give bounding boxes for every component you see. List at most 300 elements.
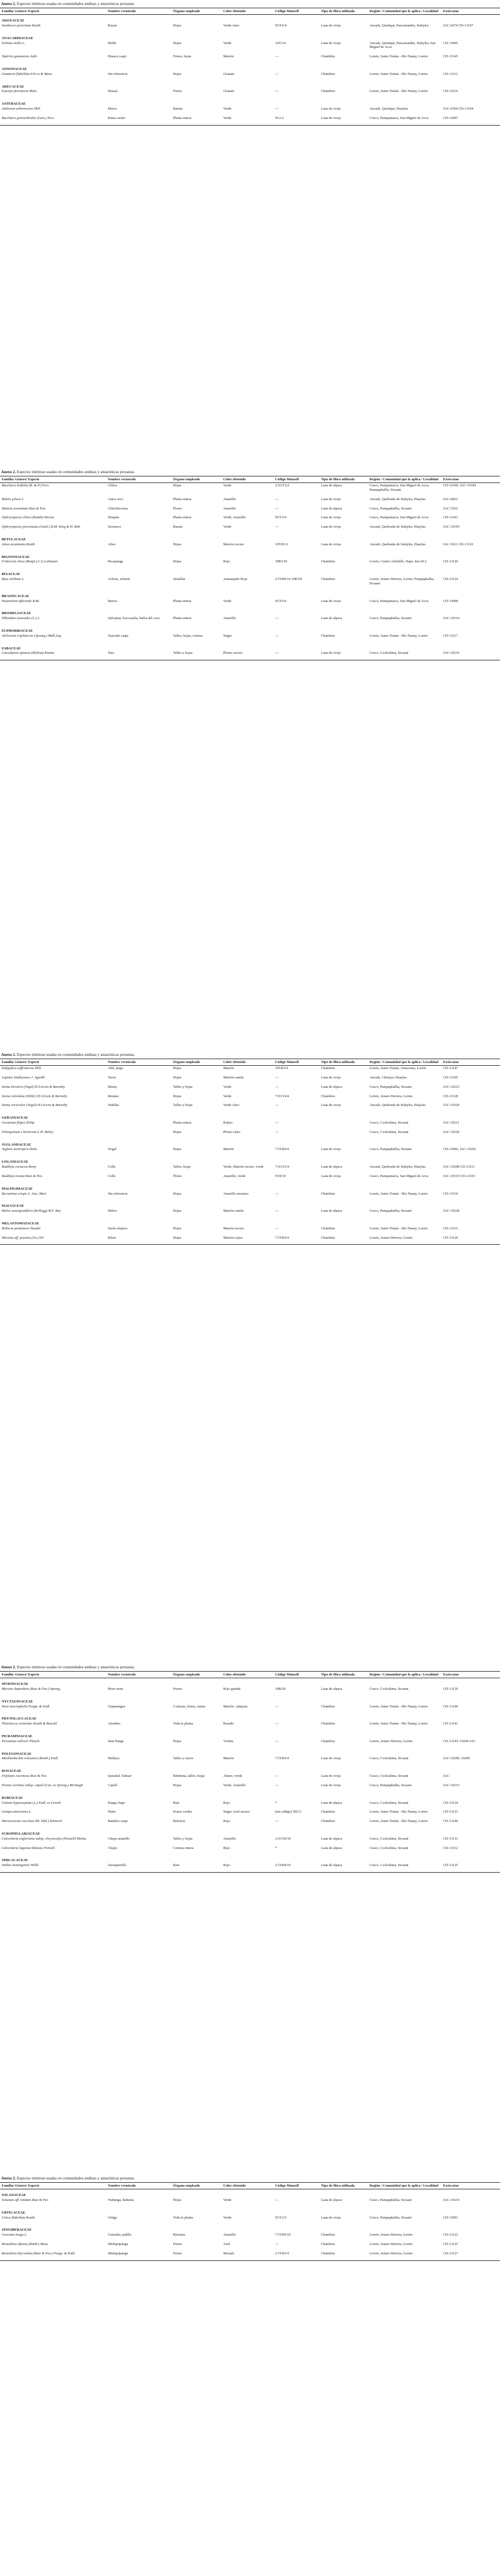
cell-c: Verde (223, 107, 232, 111)
species-epithet: volcanica (Benth.) Endl. (24, 1756, 59, 1761)
species-row (0, 633, 500, 643)
cell-t: Chambira (320, 2251, 335, 2255)
cell-c: Marrón canela (223, 1075, 244, 1080)
species-row (0, 23, 500, 32)
cell-r: Cusco, Pampamarca, San Miguel de Acos (369, 516, 429, 520)
species-row (0, 1846, 500, 1855)
cell-x: CD-13116 (443, 1226, 458, 1230)
cell-r: Cusco, Pampaphallia, Sicuani (369, 506, 412, 511)
cell-r: Cusco, Ccolcalima, Sicuani (369, 1686, 409, 1691)
cell-t: Lana de oveja (320, 107, 341, 111)
species-table (0, 476, 500, 660)
cell-m: 2.5YR4/10 (275, 1863, 291, 1868)
cell-r: Cusco, Pampamarca, San Miguel de Acos (369, 1174, 429, 1178)
genus-name: Indigofera (2, 1066, 17, 1071)
cell-c: Anaranjado Rojo (223, 577, 248, 582)
species-epithet: suffruticosa Mill. (17, 1066, 42, 1071)
cell-m: — (275, 1121, 279, 1125)
cell-c: Plomo claro (223, 1130, 241, 1134)
cell-g (0, 483, 106, 497)
cell-o: Frutos (173, 2251, 182, 2255)
species-row (0, 2251, 500, 2260)
genus-name: Pelargonium (2, 1130, 20, 1134)
species-row (0, 1739, 500, 1748)
species-epithet: chica (Bonpl.) L.G.Lohmann (17, 560, 58, 564)
cell-v: Marco (107, 107, 117, 111)
cell-r: Ancash, Quishqui, Paucartambo, Sukiyku, San Miguel de Acos (369, 41, 436, 50)
cell-m: 7.5YR3/4 (275, 1756, 289, 1761)
cell-t: Lana de oveja (320, 2215, 341, 2220)
cell-t: Chambira (320, 1094, 335, 1098)
cell-x: CD-13120 (443, 560, 458, 564)
cell-o: Hojas (173, 560, 182, 564)
cell-x: CD-13101 (443, 516, 458, 520)
cell-x: CD-13122 (443, 2233, 458, 2237)
cell-t: Chambira (320, 55, 335, 59)
family-name: ANNONACEAE (2, 67, 27, 72)
cell-r: Ancash, Quebrada de Sukiyku, Huaylas (369, 1165, 426, 1169)
species-row (0, 650, 500, 660)
cell-c: Granate (223, 89, 235, 94)
cell-m: — (275, 633, 279, 638)
genus-name: Neea (2, 1704, 9, 1709)
cell-c: Marrón oscuro (223, 542, 244, 546)
genus-name: Galium (2, 1801, 13, 1805)
genus-name: Solanum (2, 2198, 14, 2202)
cell-t: Chambira (320, 1235, 335, 1240)
family-name: FABACEAE (2, 646, 21, 650)
cell-m: — (275, 1819, 279, 1824)
family-name: NYCTAGINACEAE (2, 1699, 33, 1704)
cell-o: Planta entera (173, 616, 192, 621)
column-header: Órgano empleado (173, 1672, 200, 1677)
cell-v: Bandera caspi (107, 1819, 128, 1824)
column-header: Familia/ Género/ Especie (2, 2183, 40, 2188)
genus-name: Urtica (2, 2215, 11, 2220)
species-epithet: genistelloides (Lam.) Pers. (17, 116, 55, 120)
cell-t: Lana de alpaca (320, 484, 343, 488)
cell-c: Verde, Marrón oscuro, verde (223, 1165, 264, 1169)
cell-o: Planta entera (173, 1121, 192, 1125)
species-epithet: americana L. (13, 1810, 32, 1814)
cell-v: Mullaca (107, 1756, 119, 1761)
family-row (0, 1696, 500, 1704)
cell-o: Hojas (173, 1191, 182, 1196)
cell-c: Amarillo (223, 1836, 236, 1841)
cell-g (0, 524, 106, 534)
cell-c: Amarillo (223, 506, 236, 511)
cell-m: 2.5GY8/10 (275, 1836, 291, 1841)
genus-name: Geranium (2, 1121, 16, 1125)
genus-name: Prunus (2, 1783, 12, 1787)
column-header: Nombre vernáculo (107, 1672, 136, 1677)
cell-c: Amarillo (223, 616, 236, 621)
species-epithet: lindleyanus J. Agardh (14, 1075, 45, 1080)
cell-v: Sani Panga (107, 1739, 124, 1743)
genus-name: Phytolacca (2, 1722, 18, 1726)
cell-o: Semillas (173, 577, 186, 582)
cell-x: CD-13140 (443, 1704, 458, 1709)
cell-t: Lana de alpaca (320, 1165, 343, 1169)
cell-g (0, 559, 106, 568)
column-header: Código Munsell (275, 1672, 299, 1677)
cell-m: — (275, 1226, 279, 1230)
cell-g (0, 106, 106, 116)
cell-r: Loreto, Jenaro Herrera, Loreto (369, 2251, 413, 2255)
cell-o: Ritidoma, tallos, hojas (173, 1774, 205, 1778)
genus-name: Senna (2, 1094, 10, 1098)
family-name: JUGLANDACEAE (2, 1142, 31, 1147)
cell-t: Lana de oveja (320, 542, 341, 546)
family-row (0, 590, 500, 599)
column-header: Código Munsell (275, 9, 299, 13)
family-name: BIXACEAE (2, 572, 20, 577)
caption-text: Especies tintóreas usadas en comunidades andinas y amazónicas peruanas. (17, 2176, 135, 2181)
cell-o: Hojas (173, 1147, 182, 1152)
cell-m: 5GY2/2 (275, 2215, 287, 2220)
column-header: Órgano empleado (173, 9, 200, 13)
species-row (0, 1120, 500, 1130)
genus-name: Baccharis (2, 484, 16, 488)
column-header: Color obtenido (223, 1060, 246, 1064)
cell-t (319, 1130, 368, 1139)
species-epithet: serotina subsp. capuli (Cav. ex Spreng.) McVaugh (13, 1783, 83, 1787)
genus-name: Genipa (2, 1810, 12, 1814)
cell-x: JAC-19213 (443, 1783, 460, 1787)
cell-o: Frutos (173, 89, 182, 94)
species-epithet: birostris (Vogel) H.S.Irwin & Barneby (11, 1084, 65, 1089)
column-header: Color obtenido (223, 9, 246, 13)
genus-name: Alchornea (2, 633, 17, 638)
caption-label: Anexo 2. (1, 470, 16, 474)
cell-r: Loreto, Jenaro Herrera, Loreto (369, 1094, 413, 1098)
cell-m: — (275, 1130, 279, 1134)
cell-g (0, 1756, 106, 1765)
cell-m: — (275, 72, 279, 76)
cell-c: Negro Azul oscuro (223, 1810, 250, 1814)
column-header: Región / Comunidad que lo aplica / Localidad (369, 1672, 438, 1677)
cell-r: Ancash, Quebrada de Sukiyku, Huaylas (369, 1103, 426, 1108)
genus-name: Buddleja (2, 1174, 15, 1178)
column-header: Color obtenido (223, 477, 246, 481)
cell-x: CD-13147 (443, 1066, 458, 1071)
table-body (0, 483, 500, 660)
cell-t: Lana de alpaca (320, 1686, 343, 1691)
column-header: Nombre vernáculo (107, 2183, 136, 2188)
species-row (0, 106, 500, 116)
cell-m: 5GY5/6 (275, 599, 287, 603)
cell-x: CD-13128 (443, 1094, 458, 1098)
cell-t: Lana de alpaca (320, 1836, 343, 1841)
cell-v: Sin referencia (107, 72, 128, 76)
genus-name: Mutisia (2, 506, 13, 511)
cell-r: Ancash, Quishqui, Huaylas (369, 107, 408, 111)
cell-x: CD-13132 (443, 1846, 458, 1850)
cell-v: Chilca (107, 484, 117, 488)
species-epithet: engleriana subsp. chrysocalyx (Pennell) Molau (19, 1836, 86, 1841)
cell-v: Rayan (107, 23, 117, 28)
cell-v: Rifari (107, 1235, 116, 1240)
cell-v: Shequia (107, 516, 119, 520)
cell-t: Lana de alpaca (320, 1801, 343, 1805)
species-table (0, 1671, 500, 1873)
cell-v: Sin referencia (107, 1191, 128, 1196)
cell-t: Lana de oveja (320, 41, 341, 45)
cell-g (0, 1164, 106, 1174)
species-epithet: versicolor (Vogel) H.S.Irwin & Barneby (11, 1103, 68, 1108)
cell-t: Lana de oveja (320, 1783, 341, 1787)
cell-o: Hojas (173, 542, 182, 546)
genus-name: Bellucia (2, 1226, 14, 1230)
column-header: Órgano empleado (173, 477, 200, 481)
family-row (0, 1792, 500, 1801)
species-epithet: incana Ruiz & Pav. (15, 1174, 43, 1178)
cell-r: Loreto, Jenaro Herrera, Loreto (369, 2233, 413, 2237)
annex-section (0, 2174, 500, 2261)
cell-v: Ortiga (107, 2215, 117, 2220)
cell-r: Cusco, Ccolcalima, Sicuani (369, 1836, 409, 1841)
family-row (0, 608, 500, 616)
cell-t: Lana de oveja (320, 23, 341, 28)
column-header: Familia/ Género/ Especie (2, 1060, 40, 1064)
family-row (0, 534, 500, 542)
cell-r: Cusco, Pampaphallia, Sicuani (369, 616, 412, 621)
species-row (0, 1103, 500, 1112)
cell-o: Planta entera (173, 516, 192, 520)
cell-r: Loreto, Jenaro Herrera, Loreto (369, 1739, 413, 1743)
cell-o: Tallos y hojas (173, 651, 193, 655)
cell-o: Frutos verdes (173, 1810, 192, 1814)
column-header: Código Munsell (275, 1060, 299, 1064)
header-row (0, 2182, 500, 2189)
cell-o: Frutos (173, 2242, 182, 2247)
family-name: SMILACACEAE (2, 1858, 28, 1863)
cell-m: 7.5GY4/4 (275, 1094, 289, 1098)
table-caption (0, 1051, 500, 1059)
family-name: ASTERACEAE (2, 102, 26, 106)
cell-o: Raíz (173, 1801, 180, 1805)
cell-x: CD-13097 (443, 116, 458, 120)
cell-x: CD-13146 (443, 1819, 458, 1824)
cell-o: Hojas (173, 1209, 182, 1213)
cell-v: Malva (107, 1209, 117, 1213)
cell-c: Amarillo, verde (223, 1174, 246, 1178)
cell-t: Lana de alpaca (320, 1084, 343, 1089)
cell-m: 10Y3/4 (275, 41, 286, 45)
cell-c: Rosado (223, 1722, 234, 1726)
family-row (0, 2224, 500, 2232)
species-row (0, 116, 500, 125)
cell-r: Cusco, Ccolcalima, Sicuani (369, 1846, 409, 1850)
cell-t: Lana de oveja (320, 525, 341, 529)
species-epithet: acuminata Kunth (10, 542, 35, 546)
genus-name: Senna (2, 1103, 10, 1108)
species-epithet: precatoria Mart. (13, 89, 37, 94)
species-epithet: aff. prasina (Sw.) DC (14, 1235, 45, 1240)
cell-m: 10YR1/2 (275, 542, 288, 546)
cell-c: Amarillo mostaza (223, 1191, 248, 1196)
cell-t (319, 1120, 368, 1130)
cell-t: Chambira (320, 633, 335, 638)
cell-x: JAC-19229 (443, 1130, 460, 1134)
table-caption (0, 2174, 500, 2182)
cell-g (0, 1147, 106, 1156)
cell-r: Loreto, Santo Tomás, Amazonas, Loreto (369, 1066, 427, 1071)
cell-c: Verde (223, 41, 232, 45)
cell-g (0, 1130, 106, 1139)
cell-m: * (275, 1846, 277, 1850)
species-epithet: chilca (Kunth) Hieron. (23, 516, 55, 520)
genus-name: Nasturtium (2, 599, 18, 603)
species-epithet: macrophylla Poepp. & Endl. (9, 1704, 51, 1709)
family-row (0, 1156, 500, 1164)
cell-r: Cusco, Ccolcalima, Sicuani (369, 1801, 409, 1805)
family-name: ANACARDIACEAE (2, 36, 34, 40)
cell-v: Pucapanga (107, 560, 123, 564)
species-epithet: assurgentiflora (Kellogg) M.F. Ray (11, 1209, 61, 1213)
cell-t: Chambira (320, 1739, 335, 1743)
genus-name: Curcuma (2, 2233, 15, 2237)
cell-c: Violeta (223, 1739, 233, 1743)
cell-x: JAC-19210 (443, 651, 460, 655)
cell-g (0, 1801, 106, 1810)
cell-v: Airambo (107, 1722, 121, 1726)
cell-o: Rizomas (173, 2233, 186, 2237)
species-row (0, 72, 500, 81)
cell-g (0, 1774, 106, 1783)
species-epithet: orellana L. (9, 577, 25, 582)
cell-m: — (275, 1075, 279, 1080)
cell-o: Tallos y raíces (173, 1756, 194, 1761)
cell-r: Cusco, Ccolcalima, Sicuani (369, 1863, 409, 1868)
cell-x: JAC-19228 (443, 1209, 460, 1213)
table-header (0, 1059, 500, 1065)
cell-g (0, 72, 106, 81)
species-epithet: filipes Killip (17, 1121, 35, 1125)
cell-v: Tarwi (107, 1075, 116, 1080)
cell-g (0, 1191, 106, 1201)
cell-r: Ancash, Quebrada de Sukiyku, Huaylas (369, 497, 426, 501)
species-epithet: pentamera Naudin (14, 1226, 41, 1230)
cell-c: Rojo (223, 560, 230, 564)
cell-g (0, 1783, 106, 1792)
family-name: PICRAMNIACEAE (2, 1734, 32, 1739)
cell-t: Lana de oveja (320, 1756, 341, 1761)
species-epithet: triplinervia (Spreng.) Müll.Arg. (17, 633, 62, 638)
cell-v: Chinchircoma (107, 506, 128, 511)
cell-c: Granate (223, 72, 235, 76)
species-epithet: longa L. (15, 2233, 28, 2237)
cell-m: — (275, 651, 279, 655)
cell-g (0, 1235, 106, 1245)
table-header (0, 476, 500, 482)
cell-v: Nogal (107, 1147, 117, 1152)
species-table (0, 2182, 500, 2261)
species-row (0, 1094, 500, 1103)
cell-g (0, 1836, 106, 1846)
cell-t: Chambira (320, 2242, 335, 2247)
cell-x: CD-13127 (443, 2251, 458, 2255)
family-name: EUPHORBIACEAE (2, 628, 33, 633)
cell-m: 7.5YR5/10 (275, 2233, 291, 2237)
caption-label: Anexo 2. (1, 2176, 16, 2181)
family-row (0, 1218, 500, 1226)
column-header: Exsiccatae (443, 1672, 459, 1677)
column-header: Región / Comunidad que lo aplica / Localidad (369, 9, 438, 13)
family-name: GERANIACEAE (2, 1116, 28, 1120)
species-row (0, 1819, 500, 1828)
cell-x: CD-13091 (443, 2215, 458, 2220)
cell-v: Zarzaparrilla (107, 1863, 126, 1868)
cell-x: JAC- (443, 1774, 451, 1778)
family-row (0, 1854, 500, 1863)
cell-g (0, 1863, 106, 1872)
column-header: Color obtenido (223, 1672, 246, 1677)
column-header: Tipo de fibra utilizada (320, 9, 355, 13)
cell-r: Cusco, Pampaphallia, Sicuani (369, 2215, 412, 2220)
genus-name: Calceolaria (2, 1846, 19, 1850)
cell-m: * (275, 1801, 277, 1805)
species-row (0, 1084, 500, 1094)
genus-name: Sambucus (2, 23, 16, 28)
genus-name: Guatteria (2, 72, 15, 76)
species-row (0, 524, 500, 534)
genus-name: Caesalpinia (2, 651, 19, 655)
cell-x: JAC-5621 CD-13110 (443, 542, 474, 546)
cell-o: Corteza entera (173, 1846, 194, 1850)
cell-r: Loreto, Santo Tomás - Río Nanay, Loreto (369, 1191, 428, 1196)
cell-o: Toda la planta (173, 2215, 193, 2220)
family-row (0, 1678, 500, 1686)
family-name: URTICACEAE (2, 2210, 25, 2215)
cell-m: — (275, 497, 279, 501)
column-header: Órgano empleado (173, 2183, 200, 2188)
cell-o: Ramas (173, 525, 183, 529)
cell-g (0, 515, 106, 524)
cell-v: Nuñunga, ñuñunia (107, 2198, 134, 2202)
cell-c: Verde (223, 116, 232, 120)
cell-r: Cusco, Pampaphallia, Sicuani (369, 1783, 412, 1787)
cell-o: Tallos, hojas, corteza (173, 633, 203, 638)
species-epithet: sellowii Planch. (17, 1739, 40, 1743)
cell-x: CD-13135 (443, 1863, 458, 1868)
cell-x: JAC-6674 CD-13107 (443, 23, 474, 28)
cell-g (0, 1226, 106, 1235)
table-body (0, 15, 500, 126)
table-caption (0, 468, 500, 476)
cell-o: Frutos, hojas (173, 55, 192, 59)
family-row (0, 1765, 500, 1774)
family-row (0, 1183, 500, 1191)
family-row (0, 32, 500, 41)
cell-g (0, 2215, 106, 2225)
column-header: Región / Comunidad que lo aplica / Localidad (369, 477, 438, 481)
cell-t: Chambira (320, 2233, 335, 2237)
cell-r: Cusco, Ccolcalima, Sicuani (369, 1121, 409, 1125)
family-row (0, 98, 500, 106)
species-row (0, 1075, 500, 1084)
species-row (0, 2242, 500, 2251)
cell-v: Capulí (107, 1783, 117, 1787)
cell-v: Retama (107, 1094, 119, 1098)
cell-r: Loreto, Santo Tomás - Río Nanay, Loreto (369, 633, 428, 638)
column-header: Familia/ Género/ Especie (2, 9, 40, 13)
genus-name: Smilax (2, 1863, 12, 1868)
column-header: Tipo de fibra utilizada (320, 1672, 355, 1677)
cell-t: Lana de oveja (320, 651, 341, 655)
species-row (0, 1191, 500, 1201)
family-name: ARECACEAE (2, 84, 24, 89)
